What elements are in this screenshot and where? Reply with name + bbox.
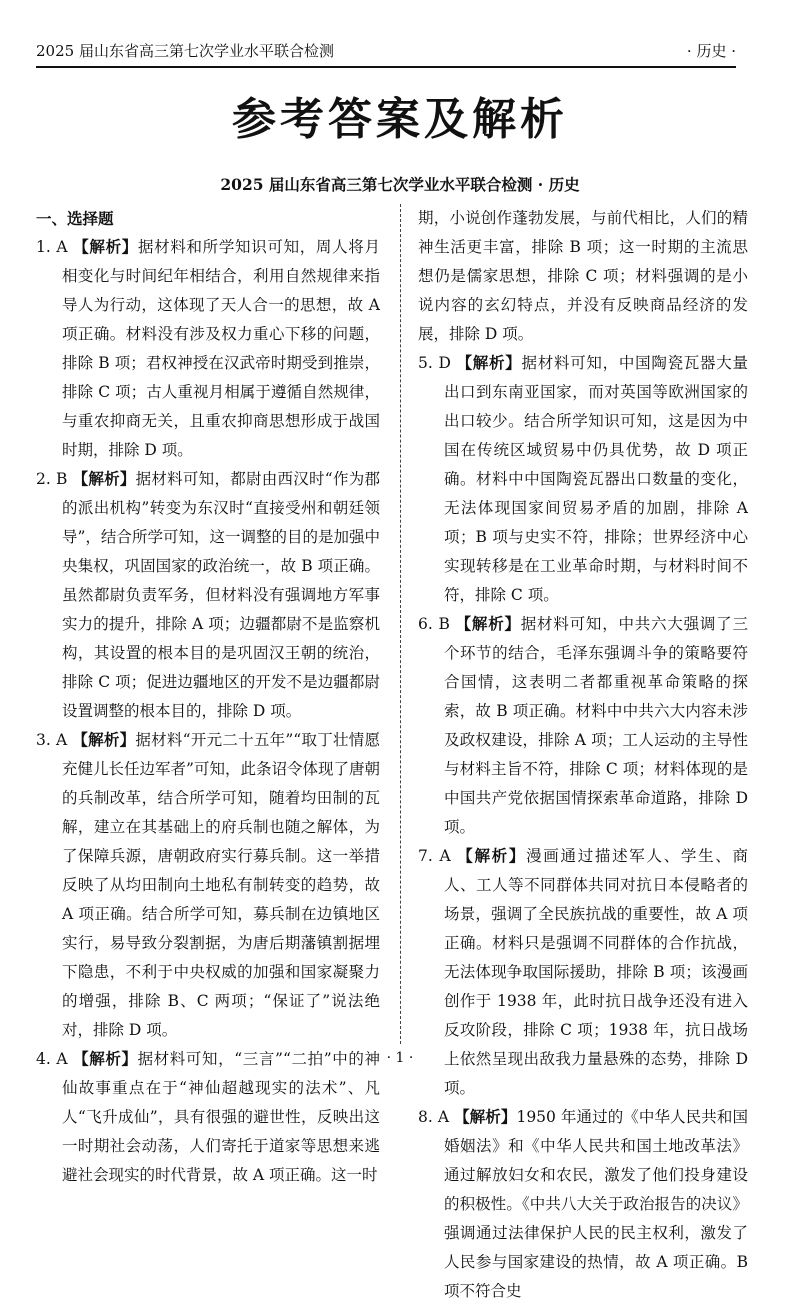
- question-item: 8. A 【解析】1950 年通过的《中华人民共和国婚姻法》和《中华人民共和国土地改革法》通过解放妇女和农民，激发了他们投身建设的积极性。《中共八大关于政治报告的决议》强调通过法律保护人民的民主权利，激发了人民参与国家建设的热情，故 A 项正确。B 项不符合史: [418, 1108, 748, 1300]
- page-subtitle: 2025 届山东省高三第七次学业水平联合检测 · 历史: [220, 175, 580, 194]
- question-item: 2. B 【解析】据材料可知，都尉由西汉时“作为郡的派出机构”转变为东汉时“直接受州和朝廷领导”，结合所学可知，这一调整的目的是加强中央集权，巩固国家的政治统一，故 B 项正确。虽然都尉负责军务，但材料没有强调地方军事实力的提升，排除 A 项；边疆都尉不是监察机构，其设置的根本目的是巩固汉王朝的统治，排除 C 项；促进边疆地区的开发不是边疆都尉设置调整的根本目的，排除 D 项。: [36, 470, 380, 720]
- question-item: 3. A 【解析】据材料“开元二十五年”“取丁壮情愿充健儿长任边军者”可知，此条诏令体现了唐朝的兵制改革，结合所学可知，随着均田制的瓦解，建立在其基础上的府兵制也随之解体，为了保障兵源，唐朝政府实行募兵制。这一举措反映了从均田制向土地私有制转变的趋势，故 A 项正确。结合所学可知，募兵制在边镇地区实行，易导致分裂割据，为唐后期藩镇割据埋下隐患，不利于中央权威的加强和国家凝聚力的增强，排除 B、C 两项；“保证了”说法绝对，排除 D 项。: [36, 731, 380, 1039]
- left-column: [36, 204, 380, 1190]
- right-column: [418, 204, 748, 1306]
- question-item: 7. A 【解析】漫画通过描述军人、学生、商人、工人等不同群体共同对抗日本侵略者的场景，强调了全民族抗战的重要性，故 A 项正确。材料只是强调不同群体的合作抗战，无法体现争取国际援助，排除 B 项；该漫画创作于 1938 年，此时抗日战争还没有进入反攻阶段，排除 C 项；1938 年，抗日战场上依然呈现出敌我力量悬殊的态势，排除 D 项。: [418, 847, 748, 1097]
- question-item: 1. A 【解析】据材料和所学知识可知，周人将月相变化与时间纪年相结合，利用自然规律来指导人为行动，这体现了天人合一的思想，故 A 项正确。材料没有涉及权力重心下移的问题，排除 B 项；君权神授在汉武帝时期受到推崇，排除 C 项；古人重视月相属于遵循自然规律，与重农抑商无关，且重农抑商思想形成于战国时期，排除 D 项。: [36, 238, 380, 459]
- question-item: 5. D 【解析】据材料可知，中国陶瓷瓦器大量出口到东南亚国家，而对英国等欧洲国家的出口较少。结合所学知识可知，这是因为中国在传统区域贸易中仍具优势，故 D 项正确。材料中中国陶瓷瓦器出口数量的变化，无法体现国家间贸易矛盾的加剧，排除 A 项；B 项与史实不符，排除；世界经济中心实现转移是在工业革命时期，与材料时间不符，排除 C 项。: [418, 354, 748, 604]
- question-item: 4. A 【解析】据材料可知，“三言”“二拍”中的神仙故事重点在于“神仙超越现实的法术”、凡人“飞升成仙”，具有很强的避世性，反映出这一时期社会动荡，人们寄托于道家等思想来逃避社会现实的时代背景，故 A 项正确。这一时: [36, 1050, 380, 1184]
- continuation-text: 期，小说创作蓬勃发展，与前代相比，人们的精神生活更丰富，排除 B 项；这一时期的主流思想仍是儒家思想，排除 C 项；材料强调的是小说内容的玄幻特点，并没有反映商品经济的发展，排除 D 项。: [418, 209, 748, 343]
- column-divider: [400, 204, 401, 1044]
- section-heading: 一、选择题: [36, 209, 114, 228]
- subject-label: · 历史 ·: [686, 42, 736, 60]
- exam-title: 2025 届山东省高三第七次学业水平联合检测: [36, 42, 334, 60]
- page-number: · 1 ·: [386, 1050, 414, 1066]
- page-header: [36, 40, 736, 68]
- question-item: 6. B 【解析】据材料可知，中共六大强调了三个环节的结合，毛泽东强调斗争的策略要符合国情，这表明二者都重视革命策略的探索，故 B 项正确。材料中中共六大内容未涉及政权建设，排除 A 项；工人运动的主导性与材料主旨不符，排除 C 项；材料体现的是中国共产党依据国情探索革命道路，排除 D 项。: [418, 615, 748, 836]
- page-title: 参考答案及解析: [232, 94, 568, 145]
